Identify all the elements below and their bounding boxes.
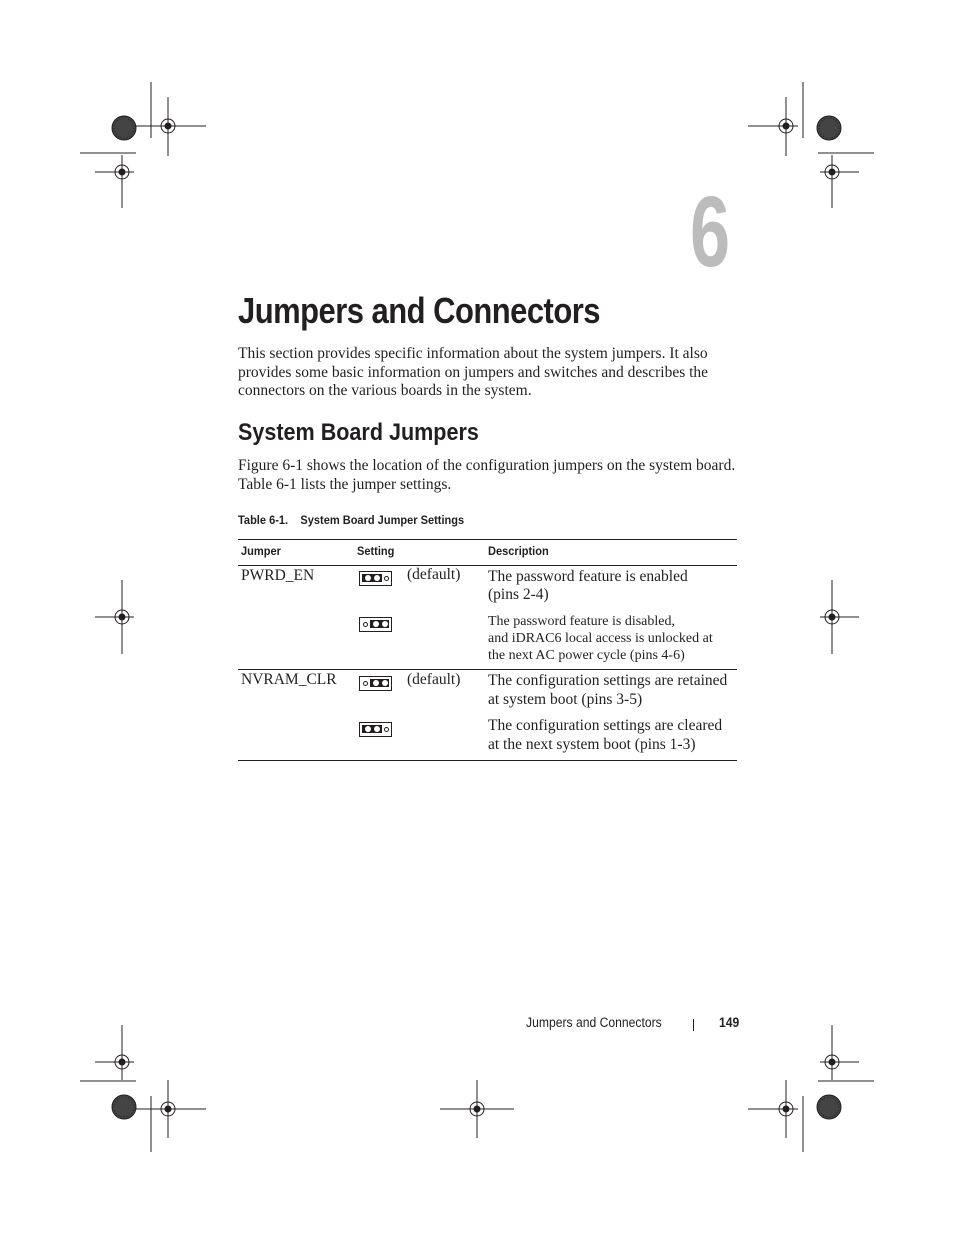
table-row-rule <box>238 669 737 670</box>
footer-section-title: Jumpers and Connectors <box>526 1015 662 1030</box>
intro-paragraph: This section provides specific information about the system jumpers. It also provides some basic information on jumpers and switches and describes the connectors on the various boards in the system. <box>238 345 709 399</box>
jumper-name: NVRAM_CLR <box>241 671 337 688</box>
page-number: 149 <box>719 1015 740 1030</box>
description-line: The password feature is disabled, <box>488 614 675 629</box>
description-line: (pins 2-4) <box>488 586 549 603</box>
header-jumper: Jumper <box>241 544 281 558</box>
description-line: at the next system boot (pins 1-3) <box>488 736 696 753</box>
description-line: The password feature is enabled <box>488 568 688 585</box>
description-line: The configuration settings are cleared <box>488 717 723 734</box>
header-setting: Setting <box>357 544 395 558</box>
description-line: the next AC power cycle (pins 4-6) <box>488 648 685 663</box>
description-line: at system boot (pins 3-5) <box>488 691 643 708</box>
section-title: System Board Jumpers <box>238 419 479 446</box>
table-top-rule <box>238 539 737 540</box>
jumper-setting-icon <box>359 571 392 586</box>
chapter-title: Jumpers and Connectors <box>238 290 600 331</box>
table-caption: Table 6-1. System Board Jumper Settings <box>238 513 465 527</box>
jumper-setting-icon <box>359 617 392 632</box>
jumper-setting-icon <box>359 722 392 737</box>
chapter-number: 6 <box>690 176 731 288</box>
footer-divider <box>693 1019 694 1031</box>
table-bottom-rule <box>238 760 737 761</box>
jumper-setting-icon <box>359 676 392 691</box>
jumper-name: PWRD_EN <box>241 567 315 584</box>
setting-value: (default) <box>407 671 461 688</box>
table-header-rule <box>238 565 737 566</box>
description-line: The configuration settings are retained <box>488 672 728 689</box>
setting-value: (default) <box>407 566 461 583</box>
header-description: Description <box>488 544 549 558</box>
section-paragraph: Figure 6-1 shows the location of the configuration jumpers on the system board. Table 6-1 lists the jumper settings. <box>238 457 736 493</box>
description-line: and iDRAC6 local access is unlocked at <box>488 631 713 646</box>
